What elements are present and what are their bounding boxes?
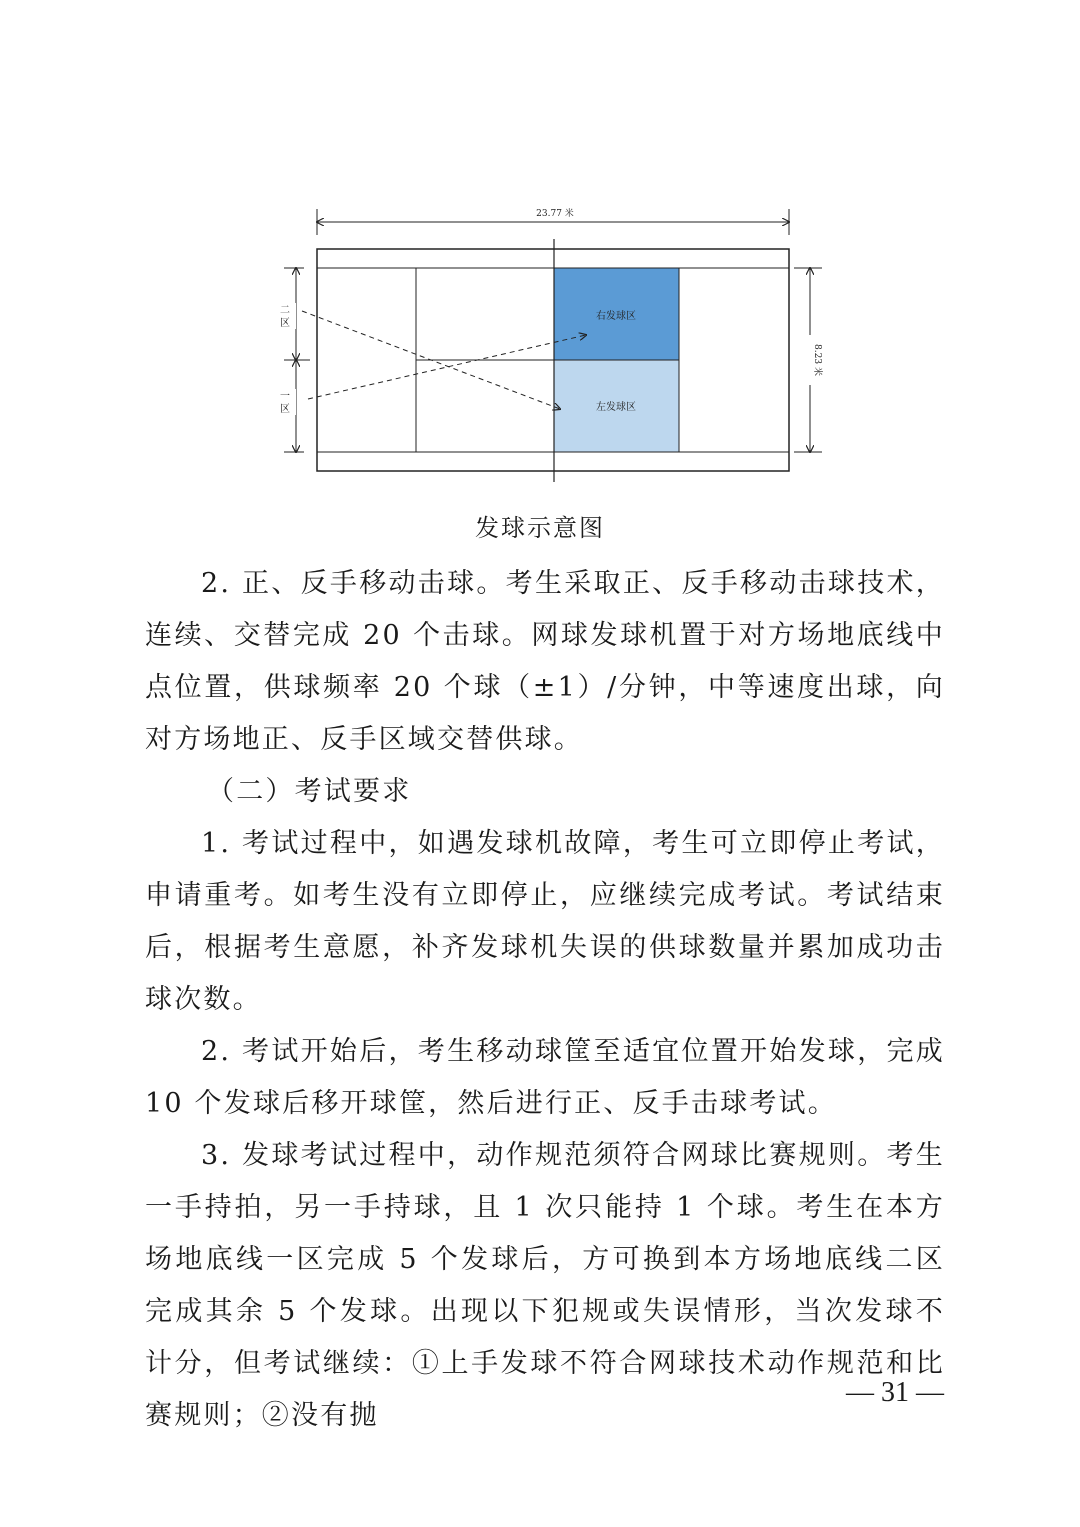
page-number: — 31 — xyxy=(846,1377,944,1408)
width-dimension xyxy=(317,205,789,235)
paragraph: 2. 正、反手移动击球。考生采取正、反手移动击球技术，连续、交替完成 20 个击球。网球发球机置于对方场地底线中点位置，供球频率 20 个球（±1）/分钟，中等速度出球，向对方场地正、反手区域交替供球。 xyxy=(145,568,945,755)
serve-diagram xyxy=(270,195,830,485)
height-dimension xyxy=(794,268,824,452)
height-label: 8.23 米 xyxy=(812,344,822,376)
section-heading: （二）考试要求 xyxy=(207,776,412,807)
left-service-label: 左发球区 xyxy=(596,402,636,413)
body-text xyxy=(145,558,945,1442)
court xyxy=(317,239,789,482)
paragraph: 1. 考试过程中，如遇发球机故障，考生可立即停止考试，申请重考。如考生没有立即停止，应继续完成考试。考试结束后，根据考生意愿，补齐发球机失误的供球数量并累加成功击球次数。 xyxy=(145,828,945,1015)
zone-two-label: 二区 xyxy=(280,305,290,329)
paragraph: 2. 考试开始后，考生移动球筐至适宜位置开始发球，完成 10 个发球后移开球筐，然后进行正、反手击球考试。 xyxy=(145,1036,945,1119)
right-service-label: 右发球区 xyxy=(596,311,636,322)
width-label: 23.77 米 xyxy=(536,209,574,219)
paragraph: 3. 发球考试过程中，动作规范须符合网球比赛规则。考生一手持拍，另一手持球，且 1 次只能持 1 个球。考生在本方场地底线一区完成 5 个发球后，方可换到本方场地底线二区完成其余 5 个发球。出现以下犯规或失误情形，当次发球不计分，但考试继续：①上手发球不符合网球技术动作规范和比赛规则；②没有抛 xyxy=(145,1140,945,1431)
zone-dimension xyxy=(278,268,310,452)
figure-caption: 发球示意图 xyxy=(475,514,605,542)
zone-one-label: 一区 xyxy=(280,391,290,415)
